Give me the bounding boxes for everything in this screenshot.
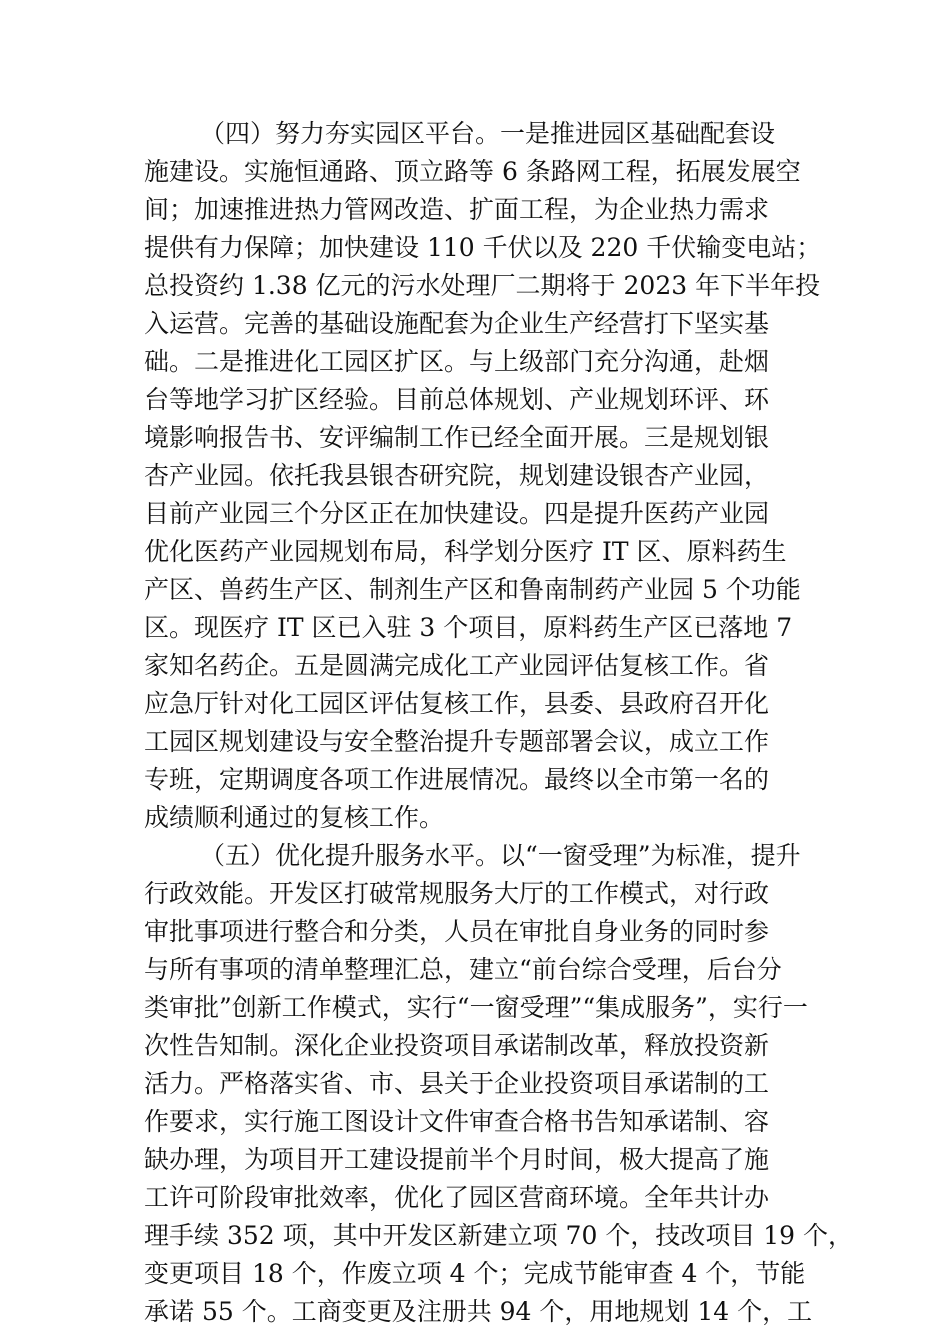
- text-line: 杏产业园。依托我县银杏研究院，规划建设银杏产业园，: [144, 461, 770, 490]
- paragraph-park-platform: [144, 115, 822, 837]
- text-line: 应急厅针对化工园区评估复核工作，县委、县政府召开化: [144, 689, 770, 718]
- text-line: 优化医药产业园规划布局，科学划分医疗 IT 区、原料药生: [144, 537, 787, 566]
- text-line: 缺办理，为项目开工建设提前半个月时间，极大提高了施: [144, 1145, 770, 1174]
- text-line: （四）努力夯实园区平台。一是推进园区基础配套设: [200, 119, 776, 148]
- text-line: 总投资约 1.38 亿元的污水处理厂二期将于 2023 年下半年投: [144, 271, 821, 300]
- document-body: [144, 115, 854, 1331]
- text-line: 专班，定期调度各项工作进展情况。最终以全市第一名的: [144, 765, 770, 794]
- text-line: 行政效能。开发区打破常规服务大厅的工作模式，对行政: [144, 879, 770, 908]
- text-line: 类审批”创新工作模式，实行“一窗受理”“集成服务”，实行一: [144, 993, 808, 1022]
- text-line: 础。二是推进化工园区扩区。与上级部门充分沟通，赴烟: [144, 347, 770, 376]
- text-line: 工许可阶段审批效率，优化了园区营商环境。全年共计办: [144, 1183, 770, 1212]
- text-line: 次性告知制。深化企业投资项目承诺制改革，释放投资新: [144, 1031, 770, 1060]
- text-line: 入运营。完善的基础设施配套为企业生产经营打下坚实基: [144, 309, 770, 338]
- text-line: 变更项目 18 个，作废立项 4 个；完成节能审查 4 个，节能: [144, 1259, 806, 1288]
- text-line: 与所有事项的清单整理汇总，建立“前台综合受理，后台分: [144, 955, 782, 984]
- text-line: 区。现医疗 IT 区已入驻 3 个项目，原料药生产区已落地 7: [144, 613, 793, 642]
- text-line: 作要求，实行施工图设计文件审查合格书告知承诺制、容: [144, 1107, 770, 1136]
- text-line: 家知名药企。五是圆满完成化工产业园评估复核工作。省: [144, 651, 770, 680]
- text-line: 成绩顺利通过的复核工作。: [144, 803, 445, 832]
- text-line: 理手续 352 项，其中开发区新建立项 70 个，技改项目 19 个，: [144, 1221, 854, 1250]
- text-line: 提供有力保障；加快建设 110 千伏以及 220 千伏输变电站；: [144, 233, 822, 262]
- paragraph-service-level: [144, 837, 854, 1331]
- text-line: 承诺 55 个。工商变更及注册共 94 个，用地规划 14 个，工: [144, 1297, 813, 1326]
- text-line: 活力。严格落实省、市、县关于企业投资项目承诺制的工: [144, 1069, 770, 1098]
- text-line: 间；加速推进热力管网改造、扩面工程，为企业热力需求: [144, 195, 770, 224]
- text-line: 工园区规划建设与安全整治提升专题部署会议，成立工作: [144, 727, 770, 756]
- text-line: 审批事项进行整合和分类，人员在审批自身业务的同时参: [144, 917, 770, 946]
- text-line: 施建设。实施恒通路、顶立路等 6 条路网工程，拓展发展空: [144, 157, 801, 186]
- text-line: 境影响报告书、安评编制工作已经全面开展。三是规划银: [144, 423, 770, 452]
- text-line: （五）优化提升服务水平。以“一窗受理”为标准，提升: [200, 841, 801, 870]
- text-line: 产区、兽药生产区、制剂生产区和鲁南制药产业园 5 个功能: [144, 575, 801, 604]
- text-line: 台等地学习扩区经验。目前总体规划、产业规划环评、环: [144, 385, 770, 414]
- text-line: 目前产业园三个分区正在加快建设。四是提升医药产业园: [144, 499, 770, 528]
